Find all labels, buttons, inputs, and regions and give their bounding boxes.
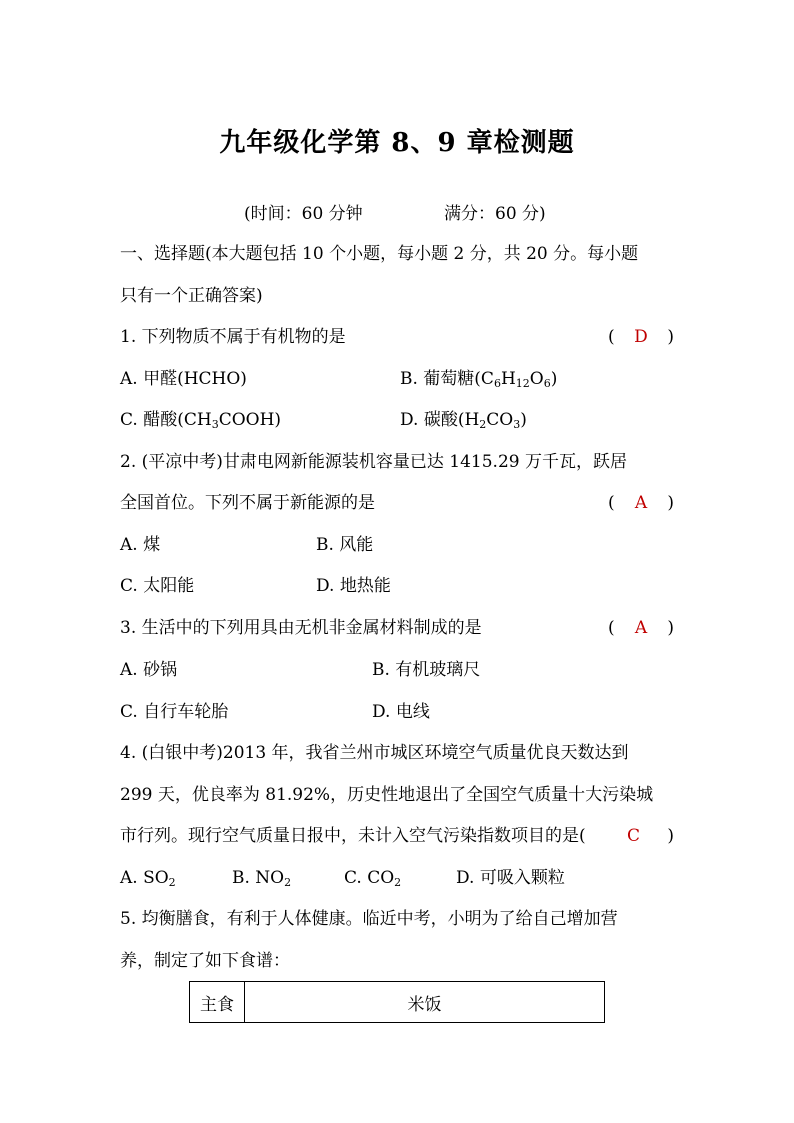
question-1-option-d: D. 碳酸$(H_2CO_3)$ (400, 410, 527, 431)
question-4-answer: C ) (627, 826, 674, 846)
question-3-option-b: B. 有机玻璃尺 (372, 660, 481, 680)
question-5-stem-cont: 养，制定了如下食谱： (120, 951, 290, 971)
question-2-option-a: A. 煤 (120, 535, 161, 555)
question-3-stem: 3. 生活中的下列用具由无机非金属材料制成的是 (120, 618, 482, 638)
page-title: 九年级化学第 8、9 章检测题 (219, 128, 575, 158)
section-heading-cont: 只有一个正确答案) (120, 286, 263, 306)
answer-letter: D (634, 327, 648, 347)
answer-letter: C (627, 826, 641, 846)
score-info: 满分：60 分) (444, 204, 546, 224)
question-1-option-a: A. 甲醛(HCHO) (120, 369, 247, 389)
question-4-option-b: B. $NO_2$ (232, 868, 292, 889)
question-4-option-d: D. 可吸入颗粒 (456, 868, 565, 888)
question-4-stem: 4. (白银中考)2013 年，我省兰州市城区环境空气质量优良天数达到 (120, 743, 629, 763)
question-1-option-c: C. 醋酸$(CH_3COOH)$ (120, 410, 282, 431)
question-3-option-c: C. 自行车轮胎 (120, 702, 229, 722)
diet-table (189, 981, 605, 1023)
question-3-option-a: A. 砂锅 (120, 660, 178, 680)
question-2-stem-cont: 全国首位。下列不属于新能源的是 (120, 493, 375, 513)
question-4-option-a: A. $SO_2$ (120, 868, 176, 889)
question-4-stem-cont2: 市行列。现行空气质量日报中，未计入空气污染指数项目的是( (120, 826, 586, 846)
question-2-option-b: B. 风能 (316, 535, 374, 555)
question-5-stem: 5. 均衡膳食，有利于人体健康。临近中考，小明为了给自己增加营 (120, 909, 618, 929)
question-4-option-c: C. $CO_2$ (344, 868, 402, 889)
section-heading: 一、选择题(本大题包括 10 个小题，每小题 2 分，共 20 分。每小题 (120, 244, 639, 264)
question-3-option-d: D. 电线 (372, 702, 430, 722)
question-2-option-d: D. 地热能 (316, 576, 391, 596)
answer-letter: A (634, 618, 648, 638)
question-1-stem: 1. 下列物质不属于有机物的是 (120, 327, 346, 347)
table-cell-value: 米饭 (245, 982, 605, 1023)
question-4-stem-cont: 299 天，优良率为 81.92%，历史性地退出了全国空气质量十大污染城 (120, 785, 654, 805)
question-2-stem: 2. (平凉中考)甘肃电网新能源装机容量已达 1415.29 万千瓦，跃居 (120, 452, 627, 472)
table-row (190, 982, 605, 1023)
time-info: (时间：60 分钟 (244, 204, 363, 224)
answer-letter: A (634, 493, 648, 513)
question-1-answer: ( D ) (608, 327, 674, 347)
question-3-answer: ( A ) (608, 618, 674, 638)
question-2-answer: ( A ) (608, 493, 674, 513)
question-2-option-c: C. 太阳能 (120, 576, 195, 596)
table-cell-label: 主食 (190, 982, 245, 1023)
question-1-option-b: B. 葡萄糖$(C_6H_{12}O_6)$ (400, 369, 558, 390)
